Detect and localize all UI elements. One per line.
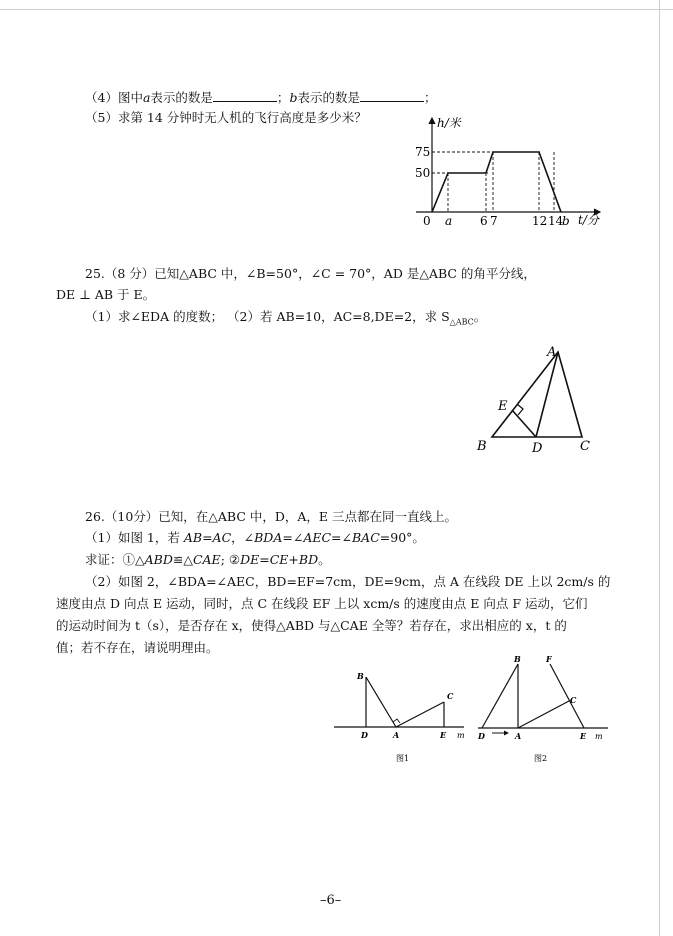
xtick-b: b bbox=[562, 214, 570, 228]
answer-blank-b[interactable] bbox=[360, 88, 424, 102]
q24-p4-end: ； bbox=[423, 90, 437, 105]
var-b: b bbox=[289, 90, 298, 105]
q24-p4-text: （4）图中 bbox=[85, 90, 143, 105]
y-axis-label: h/米 bbox=[437, 116, 461, 130]
q26-line4: （2）如图 2，∠BDA=∠AEC，BD=EF=7cm，DE=9cm，点 A 在线段 DE 上以 2cm/s 的 bbox=[85, 574, 611, 589]
q26-l3-d: CAE bbox=[192, 552, 221, 567]
figure-2 bbox=[474, 652, 614, 770]
fig1-caption: 图1 bbox=[396, 754, 410, 763]
fig2-label-a: A bbox=[515, 731, 522, 741]
fig2-label-d: D bbox=[478, 731, 485, 741]
xtick-7: 7 bbox=[490, 214, 498, 228]
fig2-label-c: C bbox=[570, 695, 577, 705]
fig1-label-e: E bbox=[440, 730, 447, 740]
ytick-50: 50 bbox=[415, 166, 431, 180]
q25-line1: 25.（8 分）已知△ABC 中，∠B=50°，∠C = 70°，AD 是△ABC 的角平分线， bbox=[85, 266, 536, 281]
q26-l3-b: ABD bbox=[144, 552, 173, 567]
q25-line3-text: （1）求∠EDA 的度数； （2）若 AB=10，AC=8,DE=2，求 S bbox=[85, 309, 450, 324]
fig1-label-m: m bbox=[457, 731, 465, 740]
fig2-label-e: E bbox=[580, 731, 587, 741]
xtick-0: 0 bbox=[423, 214, 431, 228]
right-angle-mark bbox=[393, 719, 400, 723]
q26-line7: 值；若不存在，请说明理由。 bbox=[56, 640, 219, 655]
label-e: E bbox=[498, 399, 508, 414]
q26-line2 bbox=[85, 529, 425, 547]
xtick-12: 12 bbox=[532, 214, 548, 228]
q26-l3-e: ; ② bbox=[220, 552, 241, 567]
q26-l2-i: =90°。 bbox=[379, 530, 425, 545]
segment-ac bbox=[518, 701, 569, 728]
segment-ac bbox=[396, 702, 444, 727]
top-border bbox=[0, 9, 673, 10]
fig2-caption: 图2 bbox=[534, 754, 548, 763]
ytick-75: 75 bbox=[415, 145, 431, 159]
label-a: A bbox=[547, 345, 557, 360]
q26-l2-e: =∠ bbox=[282, 530, 304, 545]
q26-l2-b: AB=AC bbox=[183, 530, 232, 545]
fig1-label-d: D bbox=[361, 730, 368, 740]
label-b: B bbox=[477, 439, 487, 454]
xtick-6: 6 bbox=[480, 214, 488, 228]
q24-p4-sep: ； bbox=[276, 90, 290, 105]
segment-bd bbox=[482, 664, 518, 728]
q26-l3-f: DE=CE+BD bbox=[240, 552, 319, 567]
fig2-label-m: m bbox=[595, 732, 603, 741]
q24-part5: （5）求第 14 分钟时无人机的飞行高度是多少米？ bbox=[85, 110, 367, 125]
label-d: D bbox=[532, 441, 543, 456]
q26-line5: 速度由点 D 向点 E 运动，同时，点 C 在线段 EF 上以 xcm/s 的速度由点 E 向点 F 运动，它们 bbox=[56, 596, 588, 611]
segment-ba bbox=[366, 677, 396, 727]
perpendicular-de bbox=[512, 410, 536, 437]
segment-fe bbox=[550, 664, 584, 728]
xtick-a: a bbox=[445, 214, 453, 228]
var-a: a bbox=[142, 90, 151, 105]
height-line bbox=[432, 152, 561, 212]
triangle-abc bbox=[492, 352, 582, 437]
fig2-label-b: B bbox=[514, 654, 521, 664]
q26-l3-g: 。 bbox=[318, 552, 331, 567]
figure-1 bbox=[330, 665, 470, 770]
q25-area-subscript: △ABC bbox=[449, 317, 474, 327]
q25-line3 bbox=[85, 308, 486, 332]
label-c: C bbox=[580, 439, 590, 454]
q26-l2-a: （1）如图 1，若 bbox=[85, 530, 184, 545]
q26-l3-c: ≌△ bbox=[172, 552, 193, 567]
xtick-14: 14 bbox=[548, 214, 564, 228]
q26-l2-f: AEC bbox=[303, 530, 332, 545]
q26-l2-c: ，∠ bbox=[231, 530, 255, 545]
q26-l3-a: 求证：①△ bbox=[85, 552, 145, 567]
bisector-ad bbox=[536, 352, 558, 437]
q26-line3 bbox=[85, 551, 331, 569]
fig1-label-c: C bbox=[447, 691, 454, 701]
q24-p4-text2: 表示的数是 bbox=[150, 90, 213, 105]
q25-line2: DE ⊥ AB 于 E。 bbox=[56, 287, 156, 302]
q25-line3-end: 。 bbox=[473, 309, 487, 324]
q26-line6: 的运动时间为 t（s），是否存在 x，使得△ABD 与△CAE 全等？若存在，求出相应的 x，t 的 bbox=[56, 618, 567, 633]
answer-blank-a[interactable] bbox=[213, 88, 277, 102]
q24-p4-text3: 表示的数是 bbox=[297, 90, 360, 105]
fig2-label-f: F bbox=[546, 654, 552, 664]
fig1-label-a: A bbox=[393, 730, 400, 740]
height-time-graph bbox=[410, 112, 610, 230]
q26-l2-d: BDA bbox=[254, 530, 283, 545]
q26-l2-g: =∠ bbox=[331, 530, 352, 545]
q26-line1: 26.（10分）已知，在△ABC 中，D，A，E 三点都在同一直线上。 bbox=[85, 509, 458, 524]
fig1-label-b: B bbox=[357, 671, 364, 681]
page-number: –6– bbox=[320, 893, 342, 908]
q26-l2-h: BAC bbox=[352, 530, 380, 545]
right-border bbox=[659, 0, 660, 936]
x-axis-label: t/分 bbox=[578, 213, 599, 227]
right-angle-mark bbox=[517, 404, 523, 415]
triangle-abc-figure bbox=[470, 340, 600, 460]
q24-part4 bbox=[85, 88, 436, 107]
